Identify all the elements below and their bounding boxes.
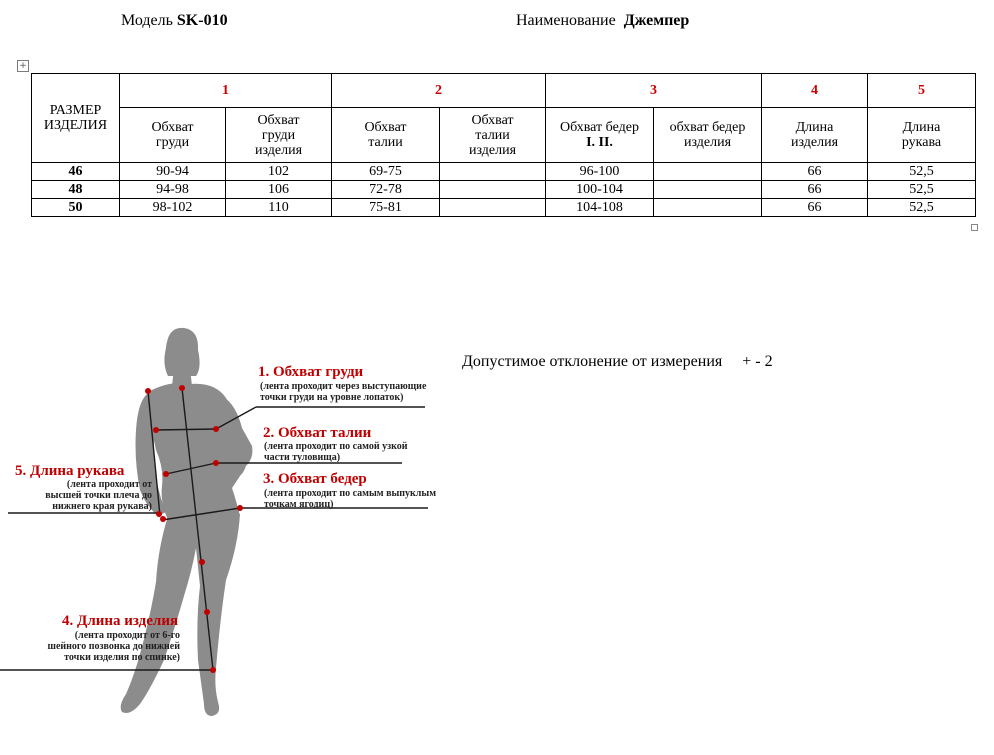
sleeve-title: 5. Длина рукава <box>15 463 125 479</box>
size-table <box>31 73 976 217</box>
measurement-figure <box>0 320 460 750</box>
chest-desc-line-2: точки груди на уровне лопаток) <box>260 392 404 403</box>
hips-desc-line-1: (лента проходит по самым выпуклым <box>264 488 437 499</box>
waist-desc-line-2: части туловища) <box>264 452 341 463</box>
sleeve-desc-line-2: высшей точки плеча до <box>45 490 152 501</box>
table-row: 46 90-94 102 69-75 96-100 66 52,5 <box>32 163 976 181</box>
model-header <box>121 12 228 30</box>
waist-desc-line-1: (лента проходит по самой узкой <box>264 441 408 452</box>
table-column-header-row <box>32 108 976 163</box>
length-desc-line-3: точки изделия по спинке) <box>64 652 180 663</box>
sleeve-desc-line-1: (лента проходит от <box>66 479 152 490</box>
tolerance-note <box>462 353 773 371</box>
column-header: Обхват груди <box>120 108 226 163</box>
sleeve-desc-line-3: нижнего края рукава) <box>52 501 152 512</box>
model-label: Модель <box>121 12 173 29</box>
product-name-header <box>516 12 689 30</box>
chest-desc-line-1: (лента проходит через выступающие <box>260 381 427 392</box>
tolerance-value: + - 2 <box>742 353 773 370</box>
group-number-1: 1 <box>120 74 332 108</box>
group-number-4: 4 <box>762 74 868 108</box>
group-number-5: 5 <box>868 74 976 108</box>
length-title: 4. Длина изделия <box>62 613 179 629</box>
column-header: Обхват талии изделия <box>440 108 546 163</box>
column-header: Обхват талии <box>332 108 440 163</box>
table-resize-handle[interactable] <box>971 224 978 231</box>
product-name-value: Джемпер <box>623 12 690 29</box>
size-caption-cell <box>32 74 120 163</box>
product-name-label: Наименование <box>516 12 616 29</box>
group-number-2: 2 <box>332 74 546 108</box>
size-caption-line-1: РАЗМЕР <box>49 103 102 118</box>
chest-title: 1. Обхват груди <box>258 364 364 380</box>
waist-title: 2. Обхват талии <box>263 425 372 441</box>
table-move-handle-icon[interactable]: + <box>17 60 29 72</box>
column-header: Длина изделия <box>762 108 868 163</box>
column-header: обхват бедер изделия <box>654 108 762 163</box>
column-header: Обхват бедер I. II. <box>546 108 654 163</box>
table-group-header-row <box>32 74 976 108</box>
size-caption-line-2: ИЗДЕЛИЯ <box>43 118 108 133</box>
hips-title: 3. Обхват бедер <box>263 471 367 487</box>
group-number-3: 3 <box>546 74 762 108</box>
table-row: 48 94-98 106 72-78 100-104 66 52,5 <box>32 181 976 199</box>
hips-desc-line-2: точкам ягодиц) <box>264 499 334 510</box>
length-desc-line-1: (лента проходит от 6-го <box>74 630 180 641</box>
tolerance-label: Допустимое отклонение от измерения <box>462 353 723 370</box>
column-header: Длина рукава <box>868 108 976 163</box>
column-header: Обхват груди изделия <box>226 108 332 163</box>
model-value: SK-010 <box>176 12 228 29</box>
length-desc-line-2: шейного позвонка до нижней <box>47 641 180 652</box>
table-row: 50 98-102 110 75-81 104-108 66 52,5 <box>32 199 976 217</box>
